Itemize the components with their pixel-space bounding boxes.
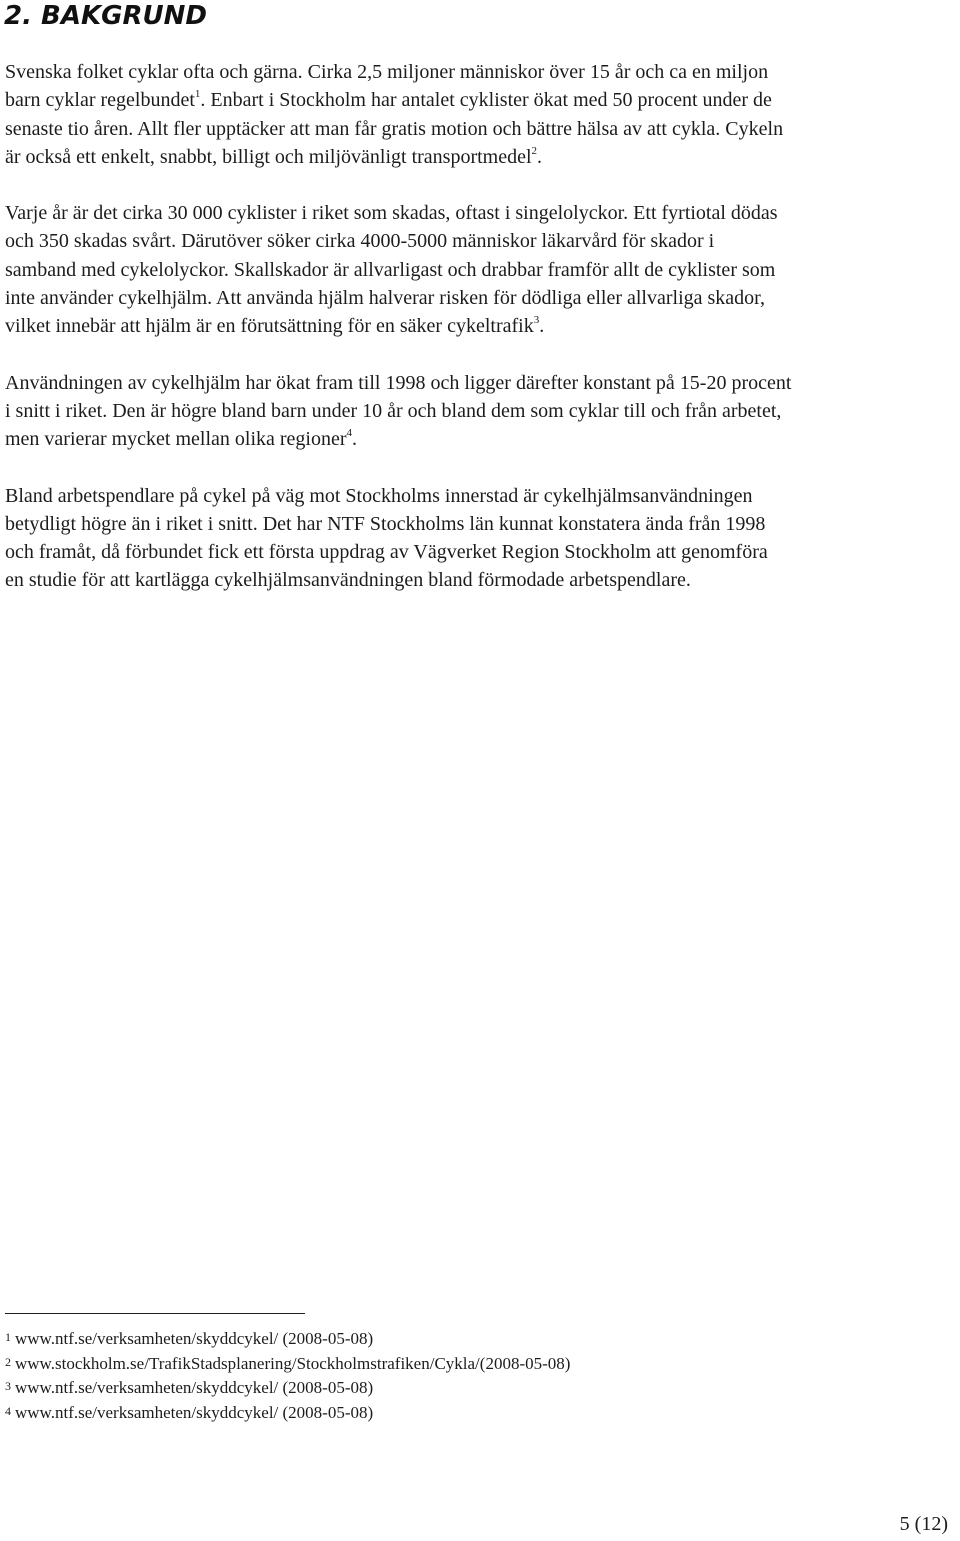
text-line bbox=[5, 425, 955, 453]
line-text: men varierar mycket mellan olika regioner bbox=[5, 428, 347, 451]
footnote-item bbox=[5, 1326, 570, 1351]
footnote-number: 2 bbox=[5, 1354, 11, 1369]
line-text: senaste tio åren. Allt fler upptäcker att man får gratis motion och bättre hälsa av att cykla. Cykeln bbox=[5, 117, 784, 140]
text-line bbox=[5, 482, 955, 510]
text-line bbox=[5, 143, 955, 171]
line-text-tail: . bbox=[537, 145, 543, 168]
text-line bbox=[5, 86, 955, 114]
text-line bbox=[5, 312, 955, 340]
footnote-number: 1 bbox=[5, 1330, 11, 1344]
footnote-reference[interactable]: 4 bbox=[346, 427, 353, 440]
line-text-tail: . bbox=[539, 315, 545, 338]
text-line bbox=[5, 284, 955, 312]
line-text: och framåt, då förbundet fick ett första uppdrag av Vägverket Region Stockholm att genomföra bbox=[5, 541, 768, 564]
line-text: Varje år är det cirka 30 000 cyklister i riket som skadas, oftast i singelolyckor. Ett fyrtiotal dödas bbox=[5, 202, 778, 225]
text-line bbox=[5, 538, 955, 566]
footnote-number: 3 bbox=[5, 1379, 11, 1393]
line-text: samband med cykelolyckor. Skallskador är allvarligast och drabbar framför allt de cyklister som bbox=[5, 258, 776, 281]
text-line bbox=[5, 510, 955, 538]
footnote-url[interactable]: www.ntf.se/verksamheten/skyddcykel/ (2008-05-08) bbox=[15, 1402, 374, 1422]
text-line bbox=[5, 397, 955, 425]
line-text: inte använder cykelhjälm. Att använda hjälm halverar risken för dödliga eller allvarliga skador, bbox=[5, 287, 766, 310]
line-text: en studie för att kartlägga cykelhjälmsanvändningen bland förmodade arbetspendlare. bbox=[5, 569, 691, 592]
footnote-reference[interactable]: 1 bbox=[194, 88, 201, 101]
footnote-reference[interactable]: 3 bbox=[533, 314, 540, 327]
footnote-url[interactable]: www.ntf.se/verksamheten/skyddcykel/ (2008-05-08) bbox=[15, 1378, 374, 1397]
line-text: Bland arbetspendlare på cykel på väg mot Stockholms innerstad är cykelhjälmsanvändningen bbox=[5, 484, 753, 507]
line-text: barn cyklar regelbundet bbox=[5, 89, 195, 112]
text-line bbox=[5, 566, 955, 594]
footnote-separator bbox=[5, 1313, 305, 1314]
line-text: Svenska folket cyklar ofta och gärna. Cirka 2,5 miljoner människor över 15 år och ca en miljon bbox=[5, 61, 769, 83]
footnote-reference[interactable]: 2 bbox=[531, 144, 538, 157]
footnote-item bbox=[5, 1400, 570, 1425]
footnote-item bbox=[5, 1375, 570, 1400]
line-text-tail: . bbox=[352, 428, 358, 451]
footnote-url[interactable]: www.stockholm.se/TrafikStadsplanering/Stockholmstrafiken/Cykla/(2008-05-08) bbox=[15, 1353, 571, 1373]
footnote-item bbox=[5, 1351, 570, 1376]
text-line bbox=[5, 115, 955, 143]
line-text: och 350 skadas svårt. Därutöver söker cirka 4000-5000 människor läkarvård för skador i bbox=[5, 230, 715, 253]
text-line bbox=[5, 199, 955, 227]
line-text: betydligt högre än i riket i snitt. Det har NTF Stockholms län kunnat konstatera ända från 1998 bbox=[5, 512, 766, 535]
text-line bbox=[5, 369, 955, 397]
footnote-number: 4 bbox=[5, 1403, 11, 1418]
text-line bbox=[5, 227, 955, 255]
page-number: 5 (12) bbox=[899, 1513, 948, 1535]
text-line bbox=[5, 58, 955, 86]
line-text: är också ett enkelt, snabbt, billigt och miljövänligt transportmedel bbox=[5, 145, 532, 168]
line-text: i snitt i riket. Den är högre bland barn under 10 år och bland dem som cyklar till och från arbetet, bbox=[5, 399, 782, 422]
text-line bbox=[5, 256, 955, 284]
footnote-url[interactable]: www.ntf.se/verksamheten/skyddcykel/ (2008-05-08) bbox=[15, 1329, 374, 1348]
paragraph bbox=[5, 482, 955, 595]
line-text: Användningen av cykelhjälm har ökat fram till 1998 och ligger därefter konstant på 15-20 procent bbox=[5, 371, 792, 394]
line-text: vilket innebär att hjälm är en förutsättning för en säker cykeltrafik bbox=[5, 315, 534, 338]
footnotes bbox=[5, 1326, 570, 1424]
paragraph bbox=[5, 58, 955, 171]
body-text bbox=[5, 58, 955, 623]
paragraph bbox=[5, 369, 955, 454]
line-text-tail: . Enbart i Stockholm har antalet cyklister ökat med 50 procent under de bbox=[200, 89, 772, 112]
paragraph bbox=[5, 199, 955, 340]
section-heading: 2. BAKGRUND bbox=[4, 1, 207, 31]
